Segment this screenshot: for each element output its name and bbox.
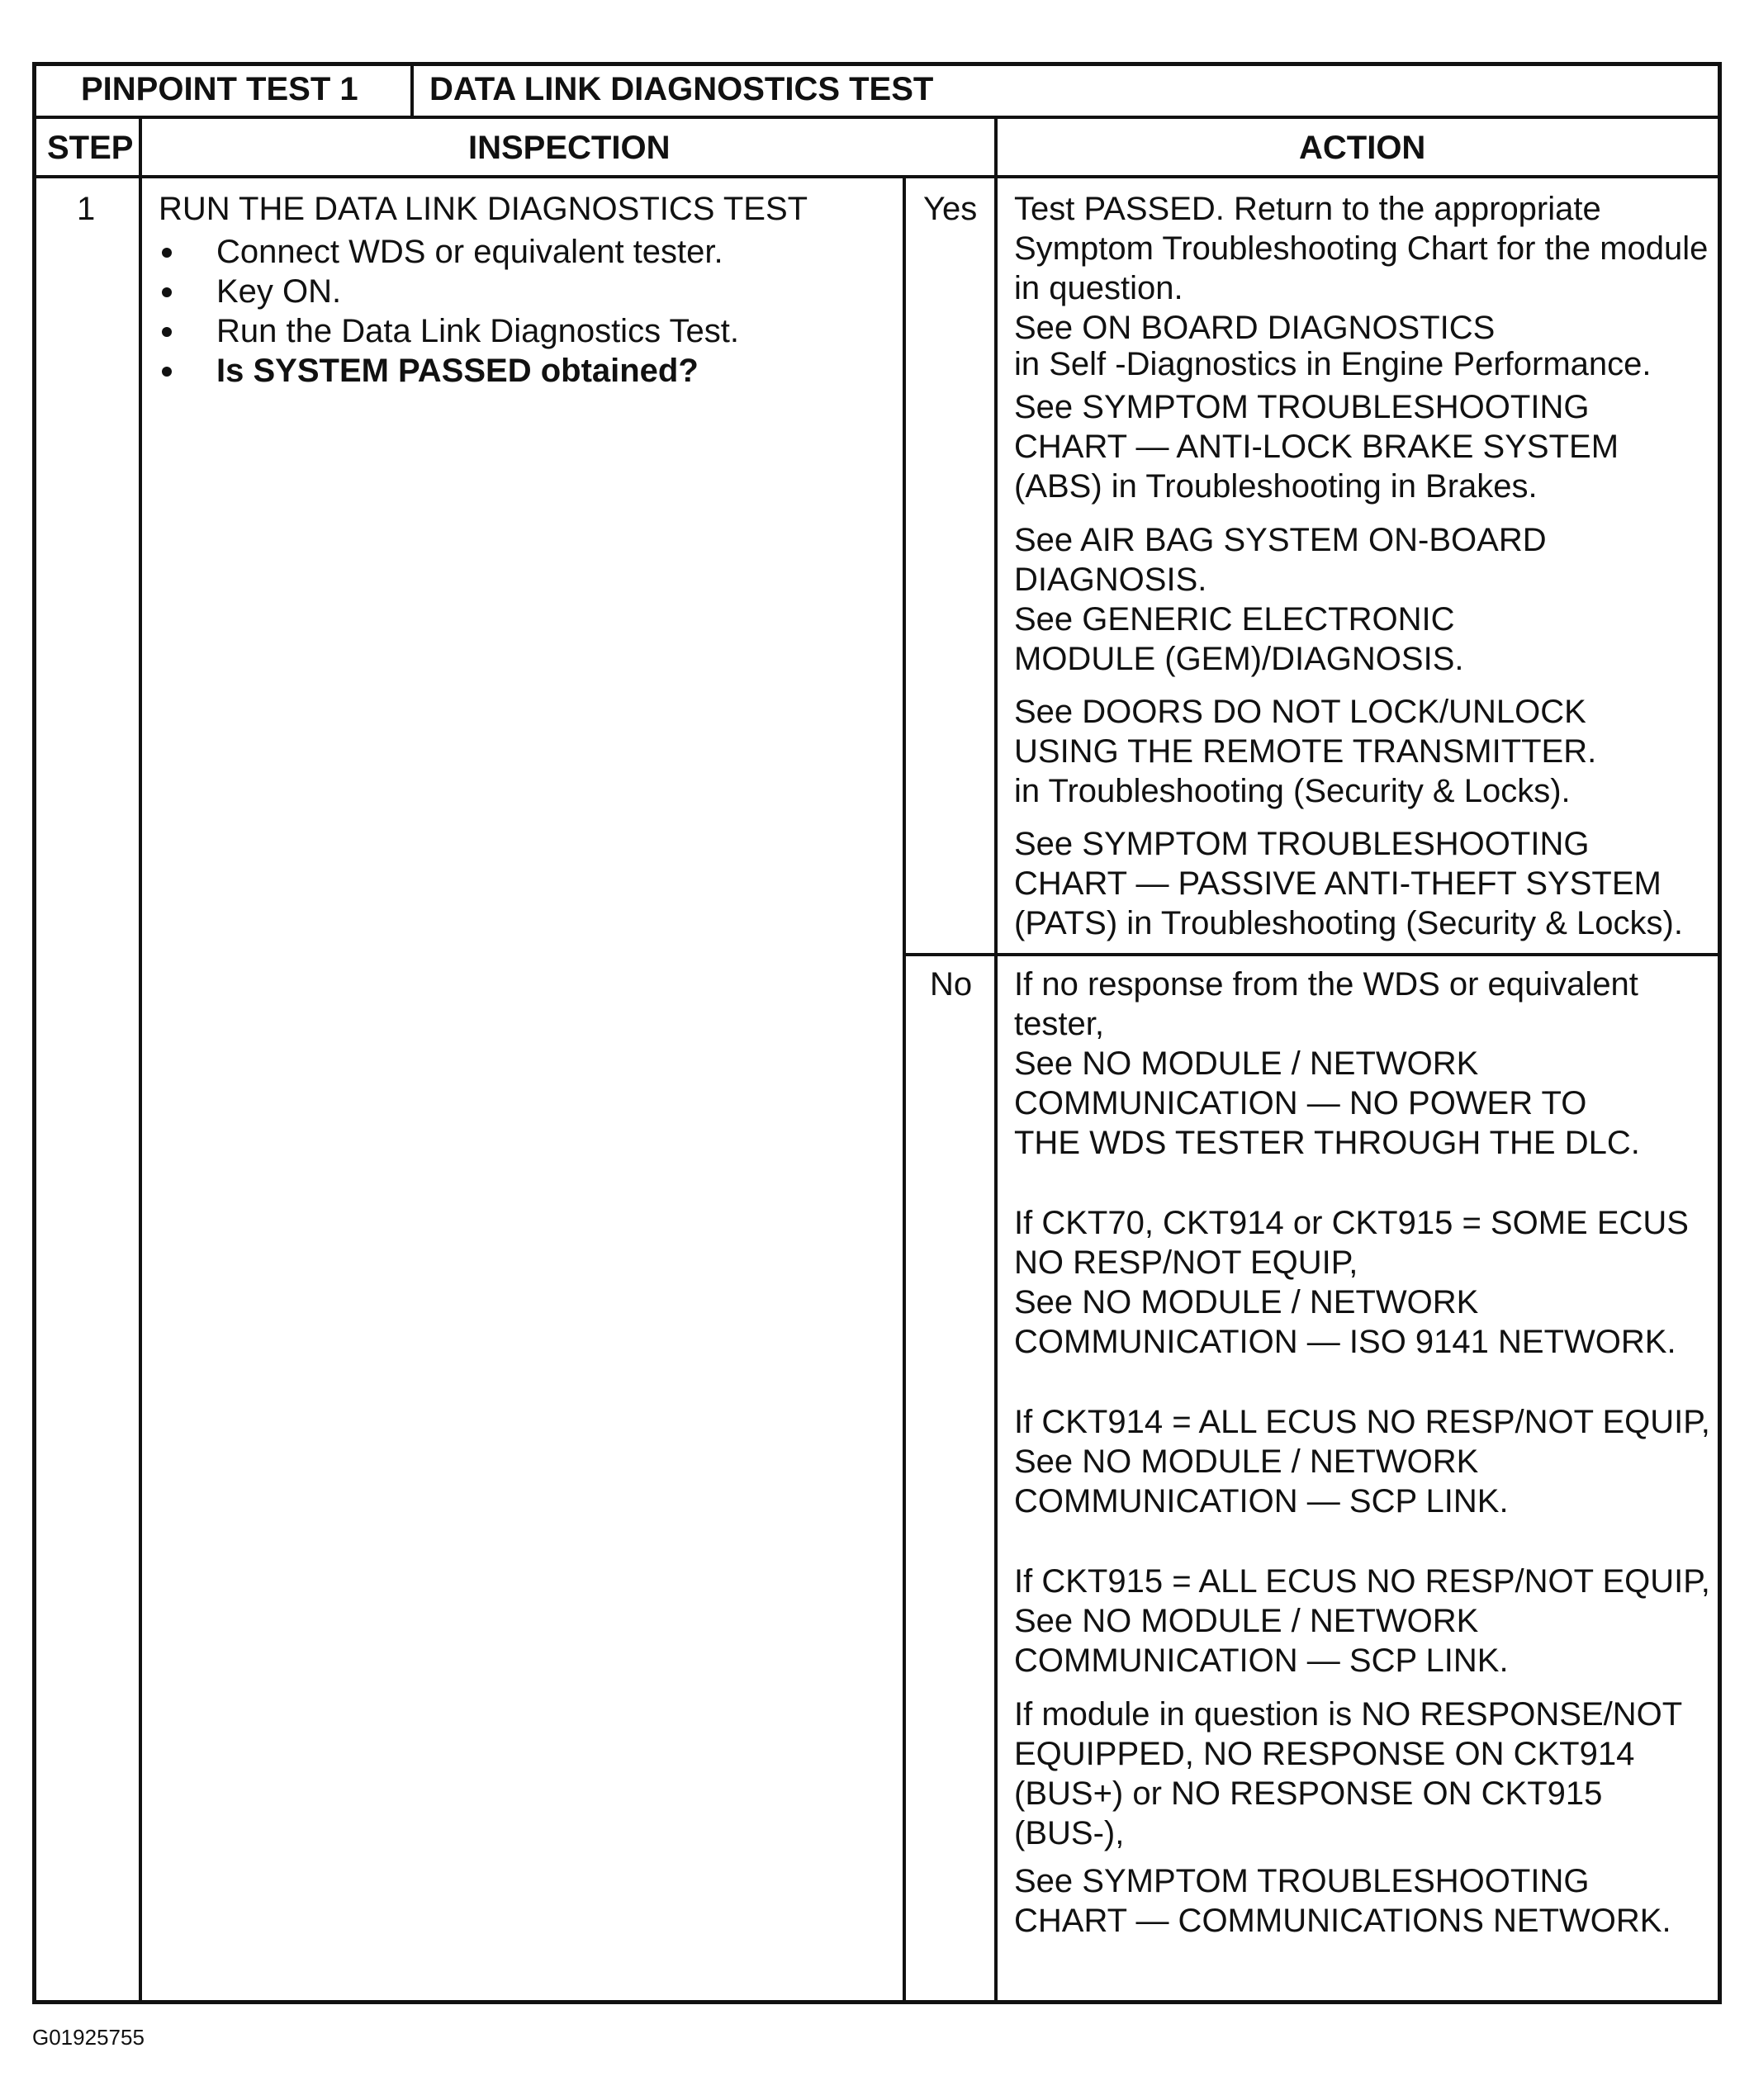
step-heading: RUN THE DATA LINK DIAGNOSTICS TEST [159, 191, 808, 227]
action-line: MODULE (GEM)/DIAGNOSIS. [1014, 641, 1464, 677]
inspection-question: Is SYSTEM PASSED obtained? [154, 351, 739, 391]
action-line: See GENERIC ELECTRONIC [1014, 601, 1455, 638]
action-line: THE WDS TESTER THROUGH THE DLC. [1014, 1125, 1640, 1161]
step-number: 1 [77, 191, 96, 227]
rule-yes-no-divider [903, 953, 1722, 956]
yes-action-3 [1014, 520, 1547, 679]
test-number: PINPOINT TEST 1 [81, 71, 358, 107]
action-line: See ON BOARD DIAGNOSTICS [1014, 310, 1496, 346]
action-line: See NO MODULE / NETWORK [1014, 1443, 1479, 1480]
action-line: See SYMPTOM TROUBLESHOOTING [1014, 1863, 1590, 1899]
rule-below-title [32, 116, 1722, 119]
rule-action-column [994, 116, 998, 2004]
rule-title-divider [410, 62, 414, 117]
inspection-item: Connect WDS or equivalent tester. [154, 232, 739, 272]
figure-code: G01925755 [32, 2025, 145, 2050]
no-action-3 [1014, 1402, 1710, 1521]
action-line: in Self -Diagnostics in Engine Performance. [1014, 346, 1652, 382]
action-line: DIAGNOSIS. [1014, 562, 1207, 598]
no-action-4 [1014, 1562, 1710, 1680]
rule-answer-column [903, 175, 906, 2004]
action-line: USING THE REMOTE TRANSMITTER. [1014, 733, 1597, 770]
inspection-item: Key ON. [154, 272, 739, 311]
action-line: See NO MODULE / NETWORK [1014, 1603, 1479, 1639]
yes-action-5 [1014, 824, 1683, 943]
action-line: See NO MODULE / NETWORK [1014, 1284, 1479, 1320]
action-line: See SYMPTOM TROUBLESHOOTING [1014, 826, 1590, 862]
action-line: See AIR BAG SYSTEM ON-BOARD [1014, 522, 1547, 558]
inspection-item: Run the Data Link Diagnostics Test. [154, 311, 739, 351]
yes-action-1 [1014, 189, 1708, 381]
action-line: NO RESP/NOT EQUIP, [1014, 1244, 1358, 1281]
action-line: tester, [1014, 1006, 1104, 1042]
action-line: If CKT914 = ALL ECUS NO RESP/NOT EQUIP, [1014, 1404, 1710, 1440]
action-line: See SYMPTOM TROUBLESHOOTING [1014, 389, 1590, 425]
rule-below-header [32, 175, 1722, 178]
header-inspection: INSPECTION [468, 130, 671, 166]
action-line: in question. [1014, 270, 1183, 306]
action-line: Test PASSED. Return to the appropriate [1014, 191, 1601, 227]
action-line: If no response from the WDS or equivalent [1014, 966, 1638, 1003]
action-line: If CKT915 = ALL ECUS NO RESP/NOT EQUIP, [1014, 1563, 1710, 1600]
no-action-6 [1014, 1861, 1671, 1941]
action-line: COMMUNICATION — ISO 9141 NETWORK. [1014, 1324, 1676, 1360]
action-line: (PATS) in Troubleshooting (Security & Locks). [1014, 905, 1683, 941]
inspection-list [154, 232, 739, 391]
action-line: CHART — COMMUNICATIONS NETWORK. [1014, 1903, 1671, 1939]
action-line: COMMUNICATION — NO POWER TO [1014, 1085, 1587, 1121]
action-line: Symptom Troubleshooting Chart for the module [1014, 230, 1709, 267]
yes-label: Yes [923, 191, 978, 227]
action-line: (BUS-), [1014, 1815, 1125, 1851]
action-line: See NO MODULE / NETWORK [1014, 1045, 1479, 1082]
yes-action-2 [1014, 387, 1619, 506]
action-line: CHART — PASSIVE ANTI-THEFT SYSTEM [1014, 865, 1662, 902]
rule-step-column [139, 116, 142, 2004]
action-line: in Troubleshooting (Security & Locks). [1014, 773, 1571, 809]
header-action: ACTION [1299, 130, 1426, 166]
action-line: If CKT70, CKT914 or CKT915 = SOME ECUS [1014, 1205, 1689, 1241]
action-line: See DOORS DO NOT LOCK/UNLOCK [1014, 694, 1586, 730]
action-line: (BUS+) or NO RESPONSE ON CKT915 [1014, 1775, 1603, 1812]
no-action-1 [1014, 965, 1640, 1163]
yes-action-4 [1014, 692, 1596, 811]
no-action-2 [1014, 1203, 1689, 1362]
no-label: No [930, 966, 973, 1003]
test-name: DATA LINK DIAGNOSTICS TEST [429, 71, 934, 107]
action-line: (ABS) in Troubleshooting in Brakes. [1014, 468, 1538, 505]
action-line: COMMUNICATION — SCP LINK. [1014, 1643, 1509, 1679]
action-line: CHART — ANTI-LOCK BRAKE SYSTEM [1014, 429, 1619, 465]
header-step: STEP [47, 130, 134, 166]
action-line: COMMUNICATION — SCP LINK. [1014, 1483, 1509, 1519]
action-line: EQUIPPED, NO RESPONSE ON CKT914 [1014, 1736, 1635, 1772]
no-action-5 [1014, 1695, 1682, 1853]
action-line: If module in question is NO RESPONSE/NOT [1014, 1696, 1683, 1733]
